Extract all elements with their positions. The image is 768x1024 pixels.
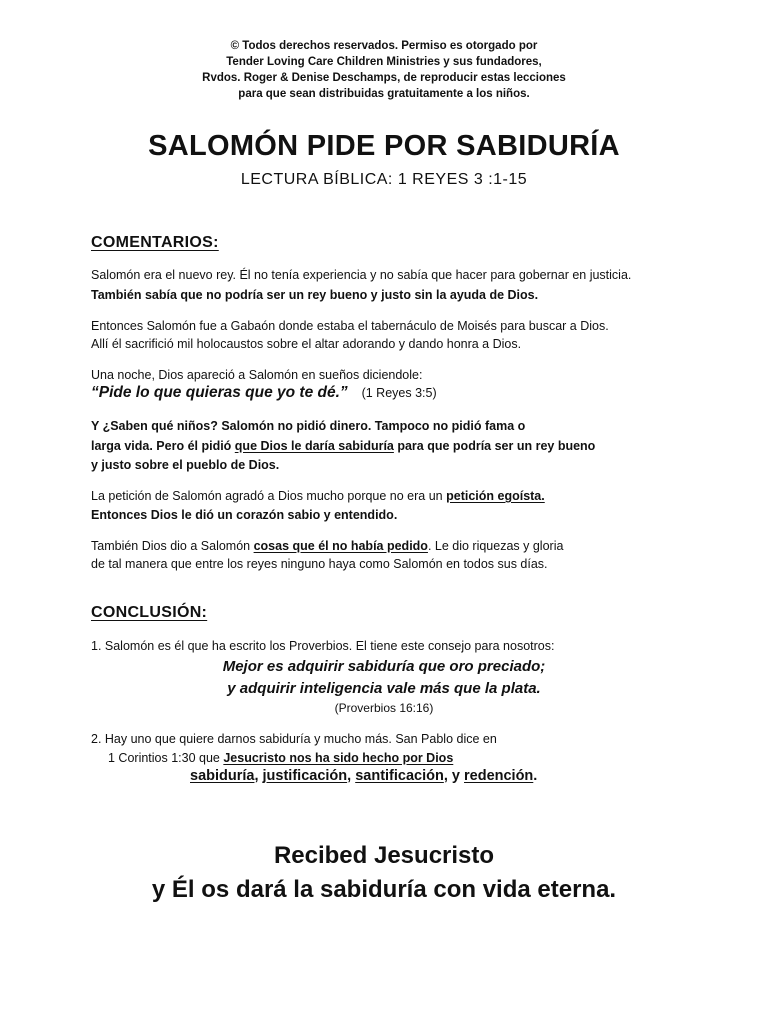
separator: , y [443,768,464,784]
god-quote: “Pide lo que quieras que yo te dé.” [91,384,348,401]
separator: . [533,768,538,784]
text-span: También Dios dio a Salomón [91,539,254,553]
gift-justification: justificación [262,768,348,784]
text-span: 1 Corintios 1:30 que [108,751,224,765]
proverb-verse: Mejor es adquirir sabiduría que oro preciado; [222,658,546,675]
gifts-line [190,768,537,784]
conclusion-item: 1. Salomón es él que ha escrito los Proverbios. El tiene este consejo para nosotros: [91,639,555,653]
paragraph-line: Y ¿Saben qué niños? Salomón no pidió dinero. Tampoco no pidió fama o [91,419,526,433]
text-span: larga vida. Pero él pidió [91,439,235,453]
paragraph-line [91,538,563,554]
copyright-line: © Todos derechos reservados. Permiso es otorgado por [230,40,538,52]
conclusion-item: 2. Hay uno que quiere darnos sabiduría y mucho más. San Pablo dice en [91,732,497,746]
paragraph-line: Una noche, Dios apareció a Salomón en sueños diciendole: [91,368,423,382]
closing-line: Recibed Jesucristo [273,842,495,869]
quote-line [91,385,437,401]
underlined-text: Jesucristo nos ha sido hecho por Dios [223,751,454,765]
proverb-reference: (Proverbios 16:16) [334,701,434,715]
paragraph-line: También sabía que no podría ser un rey bueno y justo sin la ayuda de Dios. [91,288,539,302]
gift-redemption: redención [464,768,534,784]
text-span: para que podría ser un rey bueno [393,439,596,453]
paragraph-line: de tal manera que entre los reyes ninguno haya como Salomón en todos sus días. [91,557,548,571]
underlined-text: cosas que él no había pedido [253,539,428,553]
copyright-line: Rvdos. Roger & Denise Deschamps, de reproducir estas lecciones [202,72,566,84]
gift-sanctification: santificación [355,768,444,784]
copyright-notice [0,38,768,102]
paragraph-line: Entonces Dios le dió un corazón sabio y entendido. [91,508,398,522]
separator: , [254,768,263,784]
underlined-text: que Dios le daría sabiduría [234,439,394,453]
paragraph-line: Salomón era el nuevo rey. Él no tenía experiencia y no sabía que hacer para gobernar en justicia. [91,268,632,282]
text-span: . Le dio riquezas y gloria [427,539,564,553]
conclusion-item [108,750,453,766]
separator: , [347,768,356,784]
paragraph-line: Allí él sacrifició mil holocaustos sobre el altar adorando y dando honra a Dios. [91,337,522,351]
paragraph-line [91,488,545,504]
text-span: La petición de Salomón agradó a Dios mucho porque no era un [91,489,447,503]
paragraph-line: y justo sobre el pueblo de Dios. [91,458,280,472]
bible-reading: LECTURA BÍBLICA: 1 REYES 3 :1-15 [240,171,528,188]
copyright-line: Tender Loving Care Children Ministries y sus fundadores, [226,56,542,68]
underlined-text: petición egoísta. [446,489,545,503]
conclusion-heading: CONCLUSIÓN: [91,604,208,621]
copyright-line: para que sean distribuidas gratuitamente a los niños. [238,88,530,100]
paragraph-line [91,438,595,454]
paragraph-line: Entonces Salomón fue a Gabaón donde estaba el tabernáculo de Moisés para buscar a Dios. [91,319,609,333]
gift-wisdom: sabiduría [190,768,255,784]
page-title: SALOMÓN PIDE POR SABIDURÍA [148,130,620,162]
quote-reference: (1 Reyes 3:5) [361,386,437,400]
proverb-verse: y adquirir inteligencia vale más que la plata. [227,680,541,697]
comentarios-heading: COMENTARIOS: [91,234,219,251]
closing-line: y Él os dará la sabiduría con vida eterna. [151,876,617,903]
